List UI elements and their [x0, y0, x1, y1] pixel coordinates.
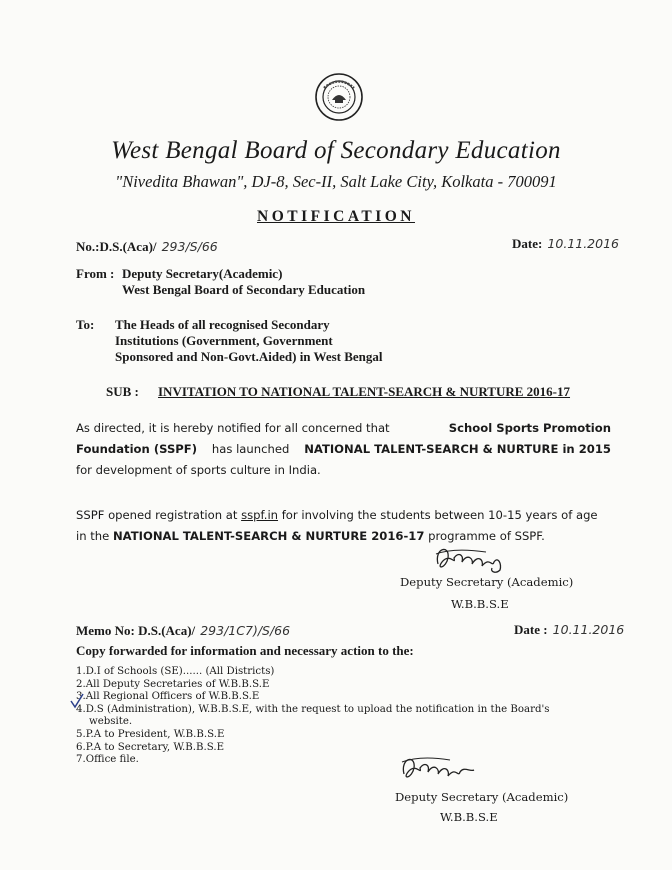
to-line1: The Heads of all recognised Secondary: [115, 317, 330, 332]
signature-1-org: W.B.B.S.E: [451, 597, 509, 611]
signature-1-designation: Deputy Secretary (Academic): [400, 575, 574, 589]
to-line2: Institutions (Government, Government: [115, 333, 333, 348]
from-line1: Deputy Secretary(Academic): [122, 266, 283, 281]
paragraph-1: [76, 418, 611, 481]
memo-number: [76, 620, 290, 639]
memo-handwritten: 293/1C7)/S/66: [200, 623, 291, 638]
list-item: website.: [89, 716, 133, 728]
p1-line1a: As directed, it is hereby notified for all concerned that: [76, 421, 390, 435]
p1-line3: for development of sports culture in India.: [76, 463, 321, 477]
org-name: West Bengal Board of Secondary Education: [111, 137, 561, 164]
list-item: 7.Office file.: [76, 754, 139, 766]
date-label: Date:: [512, 236, 543, 251]
p2-line2a: in the: [76, 529, 110, 543]
memo-label: Memo No: D.S.(Aca)/: [76, 623, 196, 638]
p2-line2b: NATIONAL TALENT-SEARCH & NURTURE 2016-17: [112, 529, 425, 543]
memo-date-label: Date :: [514, 622, 548, 637]
subject-text: INVITATION TO NATIONAL TALENT-SEARCH & NURTURE 2016-17: [158, 384, 571, 399]
date-handwritten: 10.11.2016: [547, 236, 619, 251]
from-line2: West Bengal Board of Secondary Education: [122, 282, 366, 297]
paragraph-2: [76, 505, 611, 547]
to-label: To:: [76, 317, 95, 332]
copy-heading: Copy forwarded for information and necessary action to the:: [76, 643, 414, 658]
p1-line2c: NATIONAL TALENT-SEARCH & NURTURE in 2015: [304, 442, 611, 456]
list-item: 4.D.S (Administration), W.B.B.S.E, with the request to upload the notification in the Board's: [76, 703, 550, 715]
copy-list: [76, 666, 596, 767]
list-item: 1.D.I of Schools (SE)...... (All Districts): [76, 666, 275, 677]
reference-handwritten: 293/S/66: [161, 239, 218, 254]
memo-date-handwritten: 10.11.2016: [552, 622, 625, 637]
reference-number: [76, 236, 218, 255]
signature-1-icon: [432, 540, 524, 576]
list-item: 5.P.A to President, W.B.B.S.E: [76, 728, 225, 740]
reference-date: [512, 233, 619, 252]
reference-label: No.:D.S.(Aca)/: [76, 239, 157, 254]
sspf-link[interactable]: sspf.in: [241, 508, 279, 522]
to-line3: Sponsored and Non-Govt.Aided) in West Bengal: [115, 349, 383, 364]
check-mark-icon: [70, 692, 84, 710]
memo-date: [514, 619, 624, 638]
p1-line1b: School Sports Promotion: [448, 421, 611, 435]
list-item: 3.All Regional Officers of W.B.B.S.E: [76, 691, 260, 703]
list-item: 2.All Deputy Secretaries of W.B.B.S.E: [76, 678, 270, 690]
p2-line1b: for involving the students between 10-15 years of age: [281, 508, 598, 522]
signature-2-icon: [398, 750, 490, 786]
board-seal-icon: [314, 72, 364, 122]
p1-line2b: has launched: [211, 442, 290, 456]
org-address: "Nivedita Bhawan", DJ-8, Sec-II, Salt Lake City, Kolkata - 700091: [115, 172, 557, 191]
page-title: NOTIFICATION: [257, 208, 415, 225]
signature-2-org: W.B.B.S.E: [440, 810, 498, 824]
p2-line1a: SSPF opened registration at: [76, 508, 238, 522]
subject-label: SUB :: [106, 384, 139, 399]
signature-2-designation: Deputy Secretary (Academic): [395, 790, 569, 804]
from-label: From :: [76, 266, 115, 281]
p1-line2a: Foundation (SSPF): [76, 442, 198, 456]
list-item: 6.P.A to Secretary, W.B.B.S.E: [76, 741, 225, 753]
p2-line2c: programme of SSPF.: [428, 529, 545, 543]
